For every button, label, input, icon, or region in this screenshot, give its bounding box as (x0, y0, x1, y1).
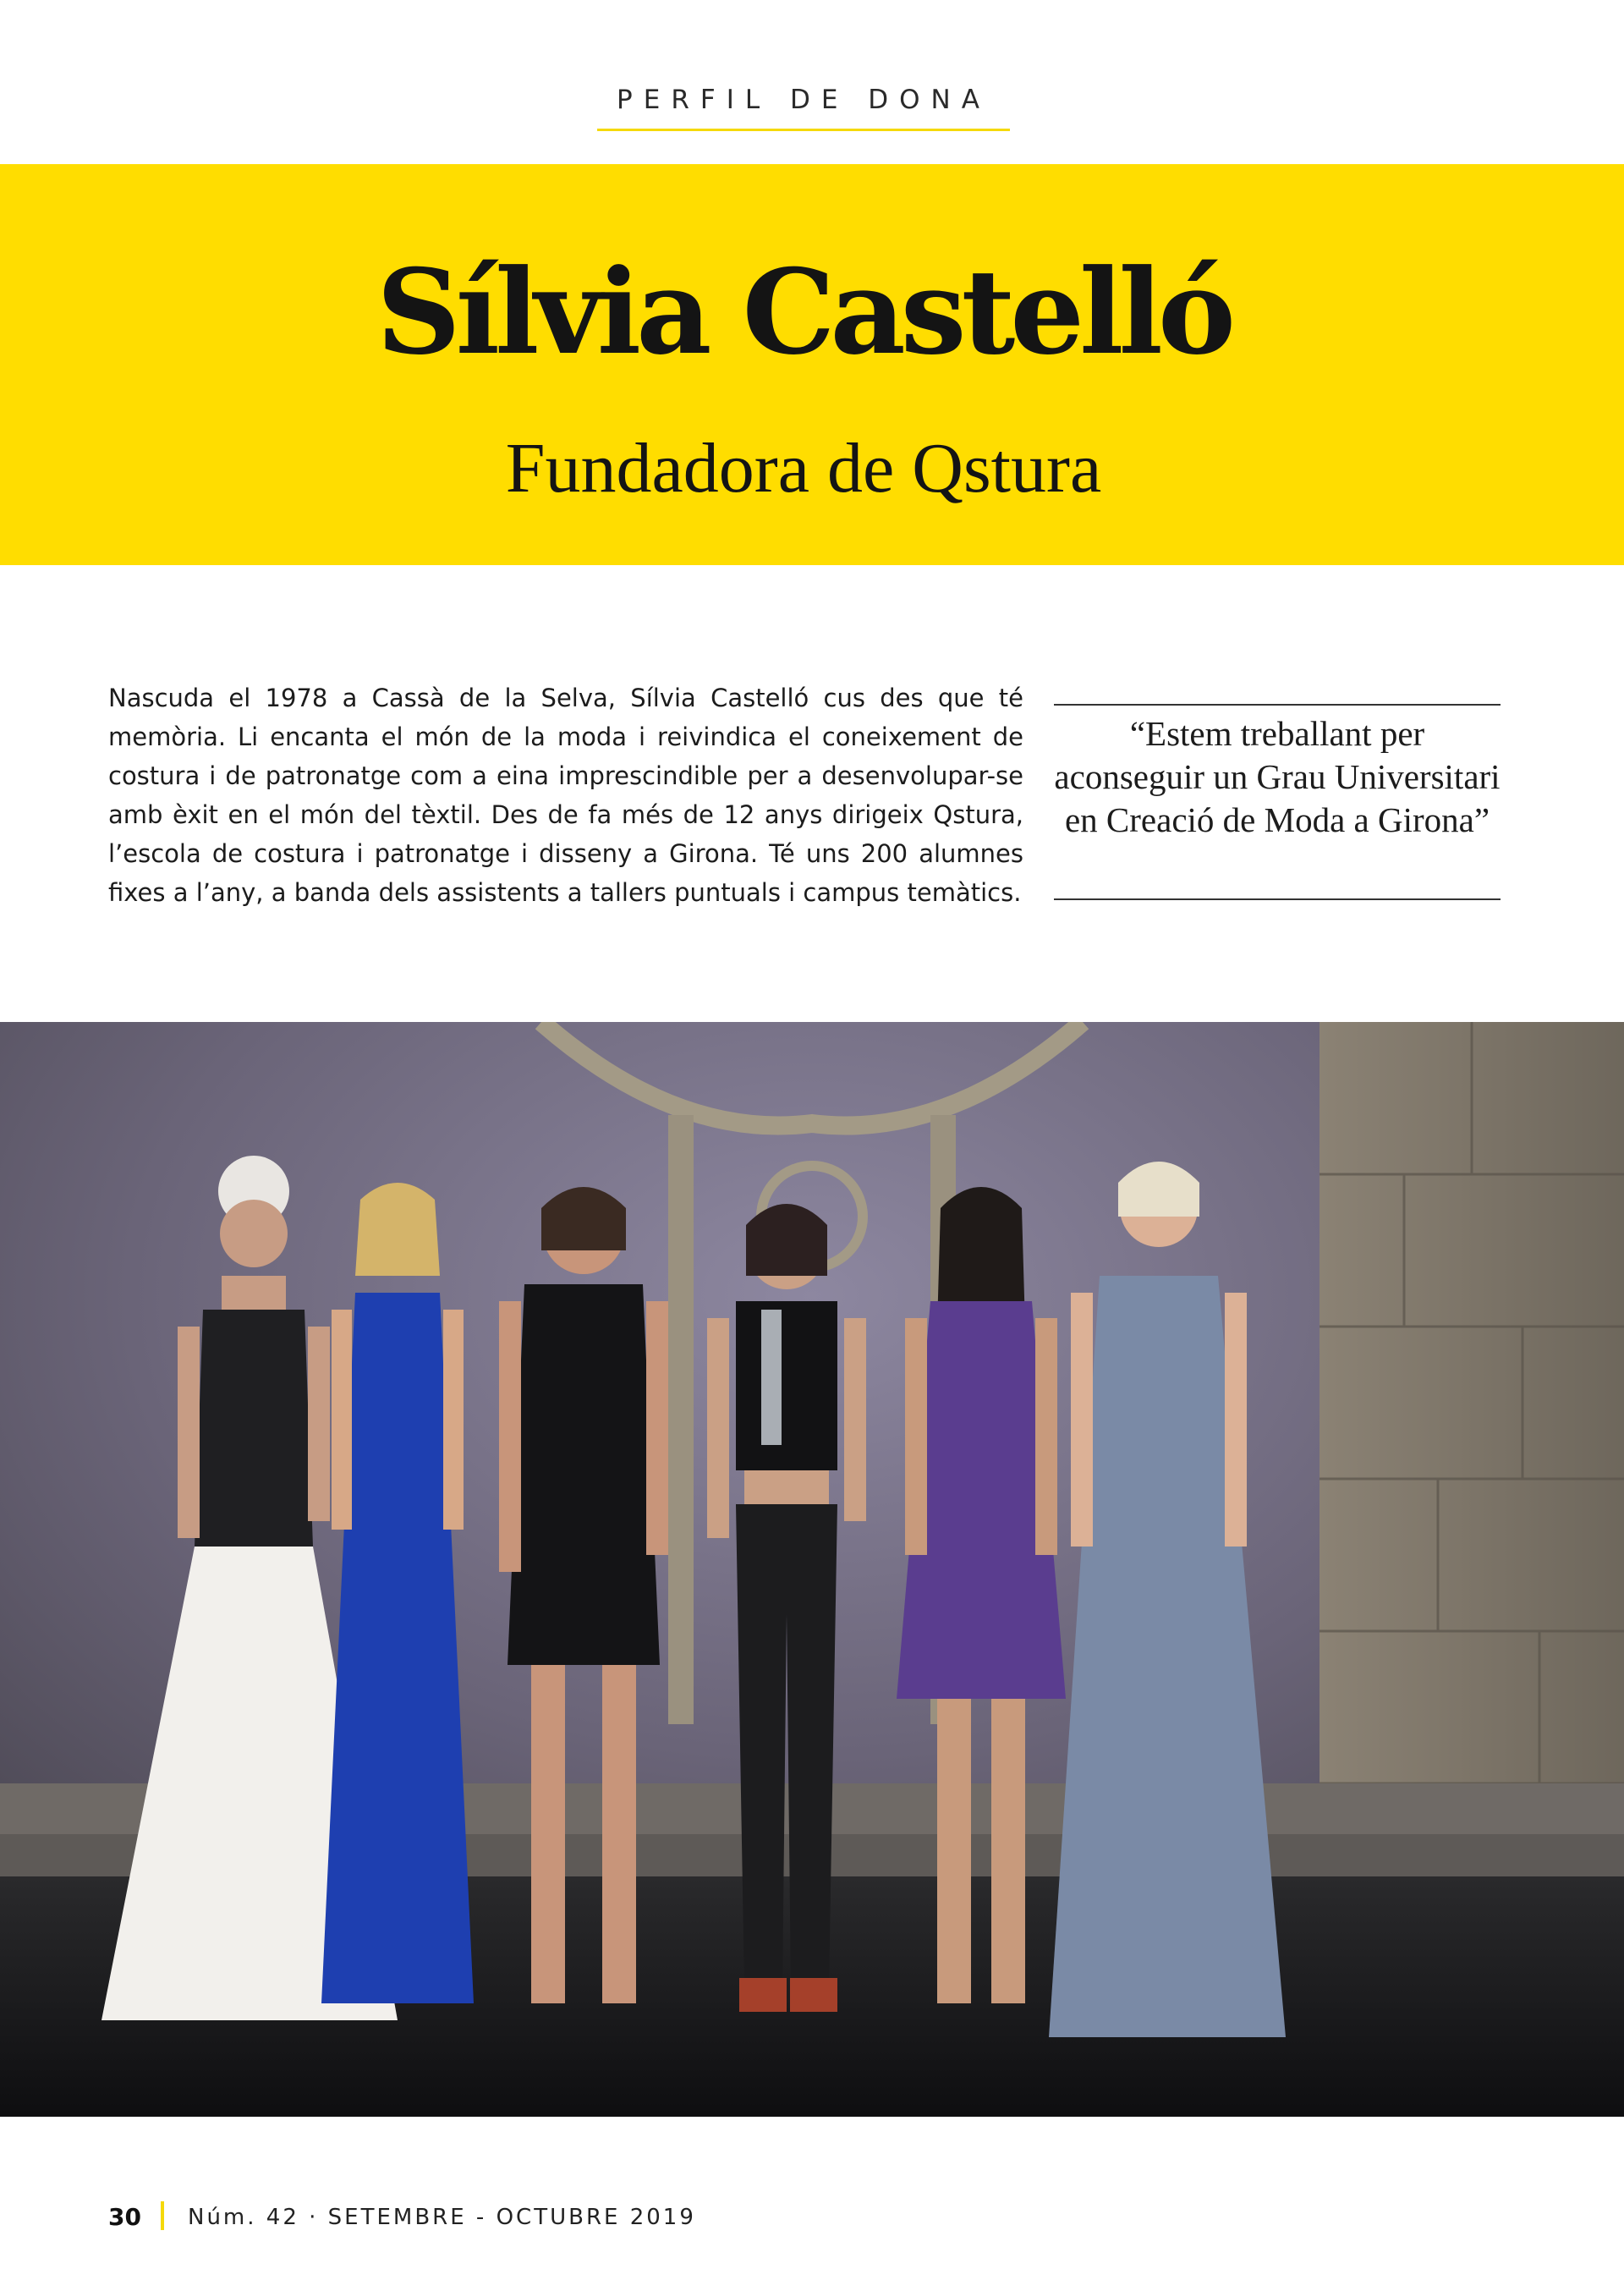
article-subtitle: Fundadora de Qstura (505, 429, 1102, 508)
intro-paragraph: Nascuda el 1978 a Cassà de la Selva, Sílvia Castelló cus des que té memòria. Li encanta el món de la moda i reivindica el coneixement de costura i de patronatge com a eina imprescindible per a desenvolupar-se amb èxit en el món del tèxtil. Des de fa més de 12 anys dirigeix Qstura, l’escola de costura i patronatge i disseny a Girona. Té uns 200 alumnes fixes a l’any, a banda dels assistents a tallers puntuals i campus temàtics. (108, 684, 1023, 907)
quote-top-rule (1054, 704, 1501, 706)
page-number: 30 (108, 2203, 141, 2231)
article-title: Sílvia Castelló (376, 243, 1231, 381)
section-label: PERFIL DE DONA (617, 85, 990, 115)
issue-info: Núm. 42 · SETEMBRE - OCTUBRE 2019 (188, 2205, 696, 2230)
section-underline (597, 129, 1010, 131)
quote-bottom-rule (1054, 898, 1501, 900)
group-photo (0, 1022, 1624, 2117)
footer-separator (161, 2201, 164, 2230)
pull-quote: “Estem treballant per aconseguir un Grau Universitari en Creació de Moda a Girona” (1054, 714, 1501, 839)
group-photo-illustration (0, 1022, 1624, 2117)
